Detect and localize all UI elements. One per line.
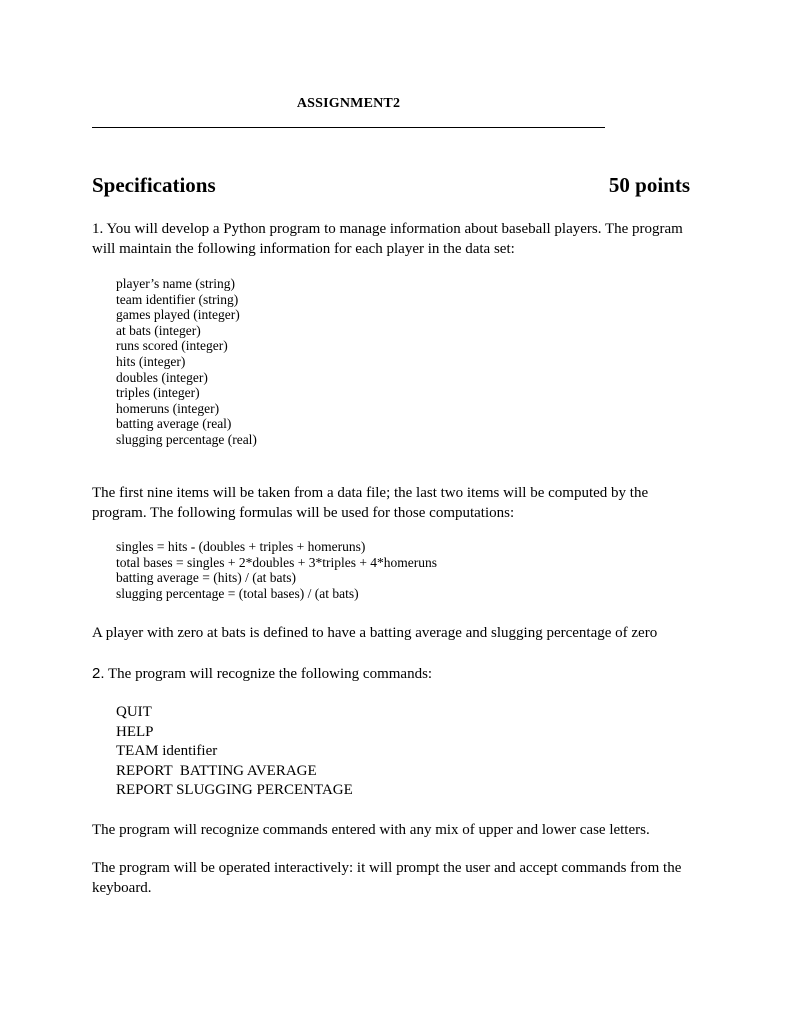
item-2-number: 2. bbox=[92, 665, 105, 682]
formula-line: singles = hits - (doubles + triples + homeruns) bbox=[116, 539, 366, 554]
points-label: 50 points bbox=[608, 173, 690, 197]
list-item: hits (integer) bbox=[116, 353, 186, 369]
case-insensitive-note: The program will recognize commands entered with any mix of upper and lower case letters. bbox=[92, 822, 650, 838]
list-item: team identifier (string) bbox=[116, 291, 239, 307]
list-item: batting average (real) bbox=[116, 416, 232, 432]
section-title: Specifications bbox=[92, 173, 216, 197]
item-1-number: 1. bbox=[92, 221, 104, 237]
list-item: player’s name (string) bbox=[116, 276, 235, 291]
interactive-note: The program will be operated interactively: it will prompt the user and accept commands from the keyboard. bbox=[92, 860, 682, 896]
command-item: REPORT SLUGGING PERCENTAGE bbox=[116, 782, 353, 798]
command-item: QUIT bbox=[116, 704, 152, 720]
item-2-text: The program will recognize the following commands: bbox=[104, 666, 433, 682]
formulas-list bbox=[116, 539, 676, 601]
list-item: slugging percentage (real) bbox=[116, 431, 257, 447]
list-item: games played (integer) bbox=[116, 307, 240, 323]
list-item: triples (integer) bbox=[116, 385, 200, 401]
list-item: homeruns (integer) bbox=[116, 400, 220, 416]
zero-at-bats-note: A player with zero at bats is defined to have a batting average and slugging percentage of zero bbox=[92, 625, 658, 641]
item-1-paragraph bbox=[92, 219, 702, 259]
formula-line: total bases = singles + 2*doubles + 3*triples + 4*homeruns bbox=[116, 554, 438, 570]
title-divider bbox=[92, 127, 605, 128]
command-item: HELP bbox=[116, 723, 154, 740]
document-title: ASSIGNMENT2 bbox=[296, 96, 401, 111]
formula-line: slugging percentage = (total bases) / (at bats) bbox=[116, 585, 359, 601]
item-1-text: You will develop a Python program to manage information about baseball players. The program will maintain the following information for each player in the data set: bbox=[92, 221, 683, 257]
section-header bbox=[92, 173, 690, 198]
list-item: at bats (integer) bbox=[116, 322, 201, 338]
computed-items-paragraph: The first nine items will be taken from a data file; the last two items will be computed by the program. The following formulas will be used for those computations: bbox=[92, 485, 649, 521]
formula-line: batting average = (hits) / (at bats) bbox=[116, 570, 297, 586]
commands-list bbox=[116, 703, 676, 801]
item-2-paragraph bbox=[92, 664, 702, 684]
player-fields-list bbox=[116, 276, 676, 448]
list-item: doubles (integer) bbox=[116, 369, 208, 385]
list-item: runs scored (integer) bbox=[116, 338, 228, 354]
command-item: TEAM identifier bbox=[116, 743, 218, 759]
command-item: REPORT BATTING AVERAGE bbox=[116, 762, 317, 779]
